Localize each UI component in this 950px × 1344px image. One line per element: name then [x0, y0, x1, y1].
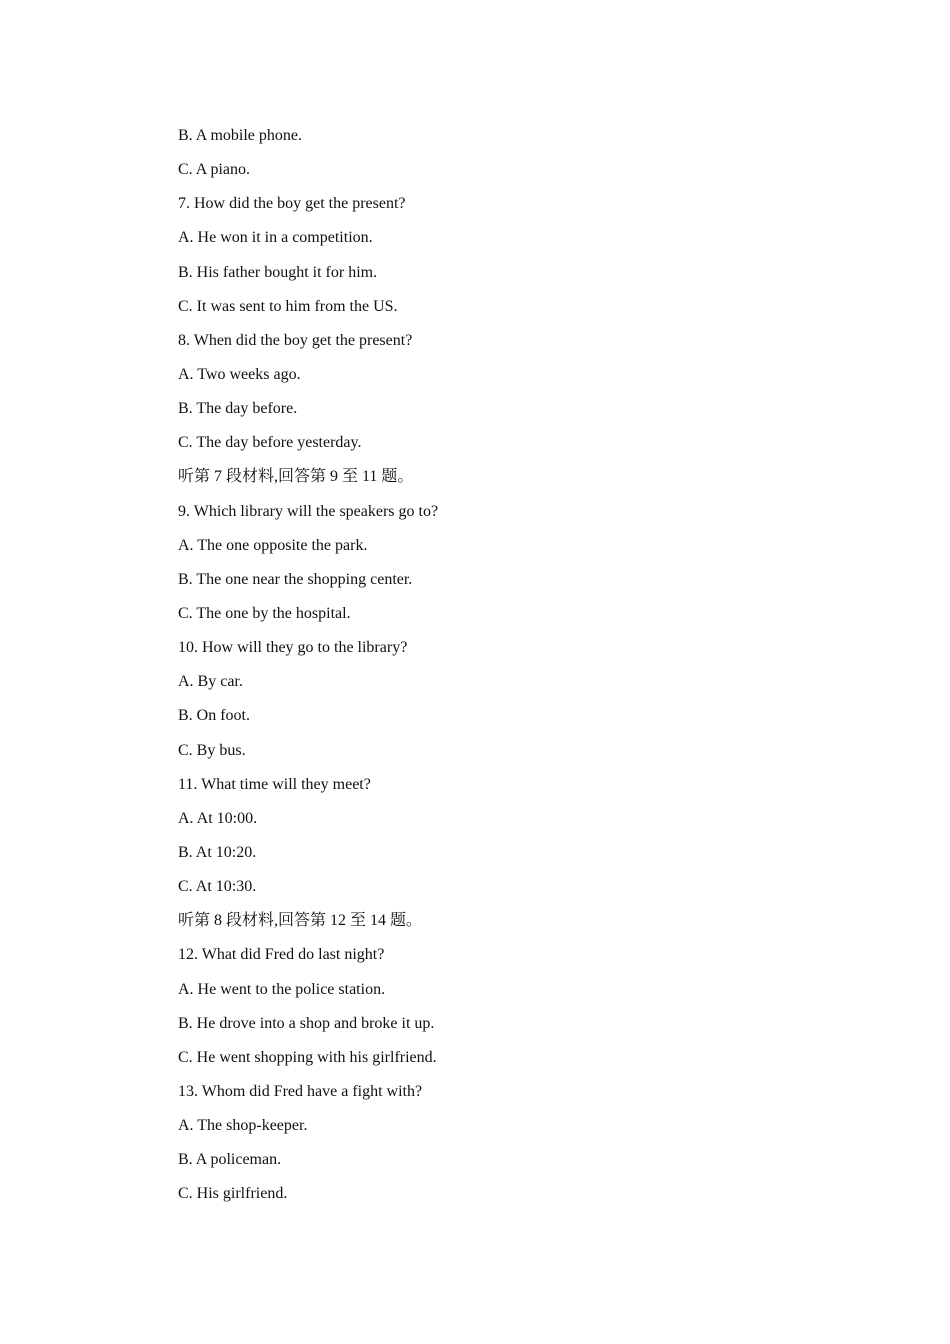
section-instruction-7: 听第 7 段材料,回答第 9 至 11 题。: [178, 468, 414, 486]
option-7c: C. It was sent to him from the US.: [178, 297, 398, 315]
option-7a: A. He won it in a competition.: [178, 229, 373, 247]
option-11b: B. At 10:20.: [178, 843, 257, 861]
question-10: 10. How will they go to the library?: [178, 639, 408, 657]
option-6c: C. A piano.: [178, 161, 251, 179]
option-13a: A. The shop-keeper.: [178, 1117, 308, 1135]
question-11: 11. What time will they meet?: [178, 775, 371, 793]
option-13b: B. A policeman.: [178, 1151, 282, 1169]
section-instruction-8: 听第 8 段材料,回答第 12 至 14 题。: [178, 912, 423, 930]
option-12c: C. He went shopping with his girlfriend.: [178, 1048, 437, 1066]
option-10b: B. On foot.: [178, 707, 250, 725]
option-8a: A. Two weeks ago.: [178, 365, 301, 383]
option-7b: B. His father bought it for him.: [178, 263, 378, 281]
option-10c: C. By bus.: [178, 741, 246, 759]
option-11a: A. At 10:00.: [178, 809, 258, 827]
document-content: [178, 124, 878, 1217]
option-13c: C. His girlfriend.: [178, 1185, 288, 1203]
option-12a: A. He went to the police station.: [178, 980, 386, 998]
question-12: 12. What did Fred do last night?: [178, 946, 385, 964]
option-9a: A. The one opposite the park.: [178, 536, 368, 554]
option-9b: B. The one near the shopping center.: [178, 570, 413, 588]
option-6b: B. A mobile phone.: [178, 127, 302, 144]
question-8: 8. When did the boy get the present?: [178, 331, 413, 349]
option-8c: C. The day before yesterday.: [178, 434, 362, 452]
option-11c: C. At 10:30.: [178, 878, 257, 896]
question-9: 9. Which library will the speakers go to?: [178, 502, 439, 520]
question-13: 13. Whom did Fred have a fight with?: [178, 1082, 423, 1100]
question-7: 7. How did the boy get the present?: [178, 195, 406, 213]
option-12b: B. He drove into a shop and broke it up.: [178, 1014, 435, 1032]
option-10a: A. By car.: [178, 673, 243, 691]
option-9c: C. The one by the hospital.: [178, 604, 351, 622]
option-8b: B. The day before.: [178, 400, 298, 418]
